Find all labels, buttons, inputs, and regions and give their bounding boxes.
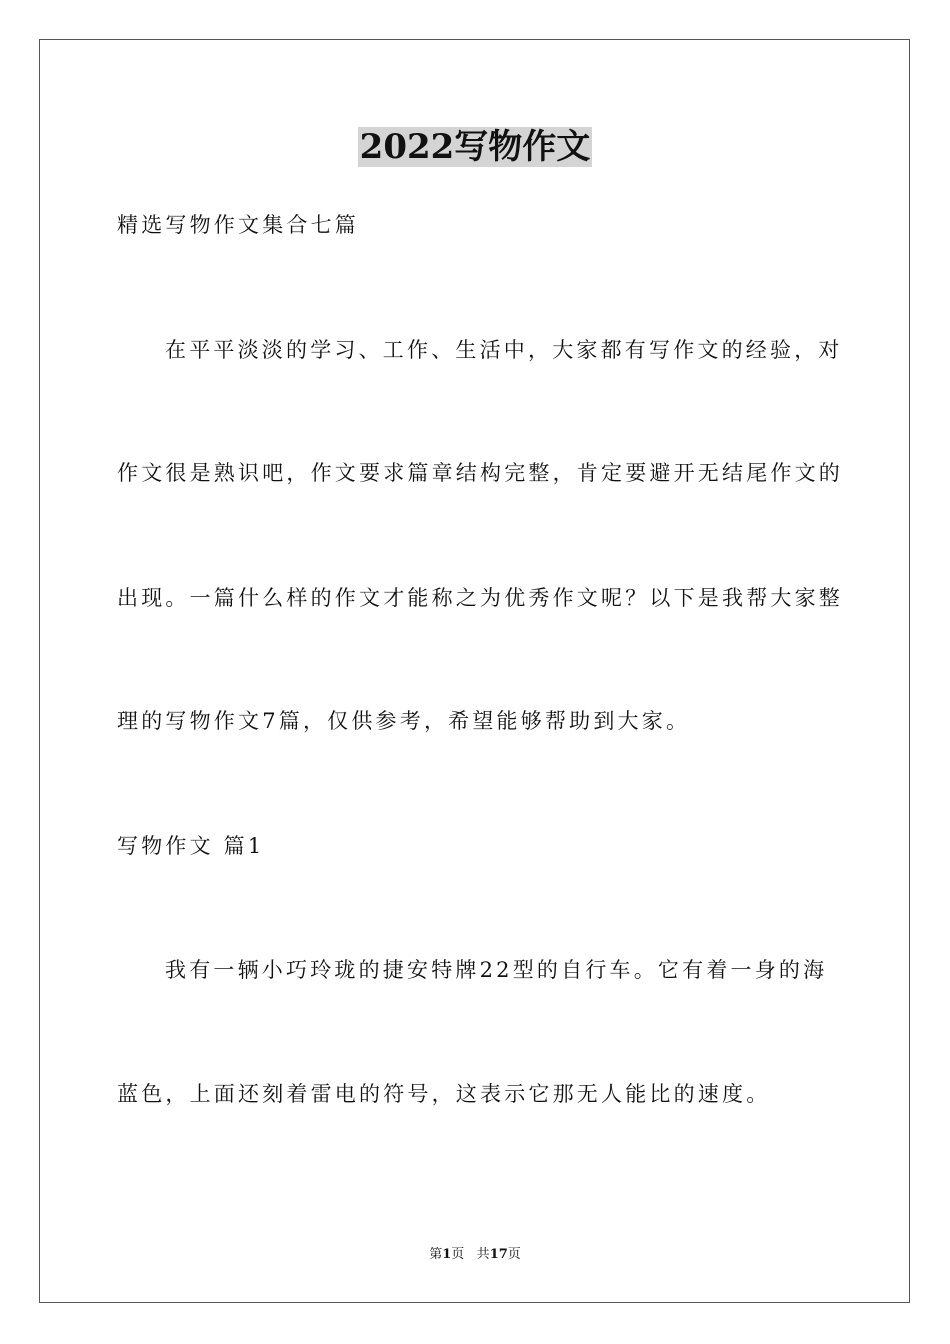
page-footer — [0, 1246, 950, 1264]
footer-page-number: 1 — [442, 1247, 452, 1262]
intro-line-2: 作文很是熟识吧，作文要求篇章结构完整，肯定要避开无结尾作文的 — [117, 461, 843, 485]
footer-page-prefix: 第 — [429, 1247, 443, 1262]
section-line-1: 我有一辆小巧玲珑的捷安特牌22型的自行车。它有着一身的海 — [165, 958, 828, 982]
section-line-2: 蓝色，上面还刻着雷电的符号，这表示它那无人能比的速度。 — [117, 1082, 771, 1106]
footer-total-suffix: 页 — [507, 1247, 521, 1262]
intro-line-4: 理的写物作文7篇，仅供参考，希望能够帮助到大家。 — [117, 709, 691, 733]
section-heading: 写物作文 篇1 — [117, 834, 265, 858]
footer-page-suffix: 页 — [451, 1247, 465, 1262]
footer-total-pages: 17 — [489, 1247, 508, 1262]
document-subtitle: 精选写物作文集合七篇 — [117, 213, 359, 237]
intro-line-3: 出现。一篇什么样的作文才能称之为优秀作文呢？以下是我帮大家整 — [117, 586, 843, 610]
footer-total-prefix: 共 — [476, 1247, 490, 1262]
document-title — [0, 125, 950, 169]
intro-line-1: 在平平淡淡的学习、工作、生活中，大家都有写作文的经验，对 — [165, 338, 843, 362]
document-title-text: 2022写物作文 — [359, 127, 591, 167]
